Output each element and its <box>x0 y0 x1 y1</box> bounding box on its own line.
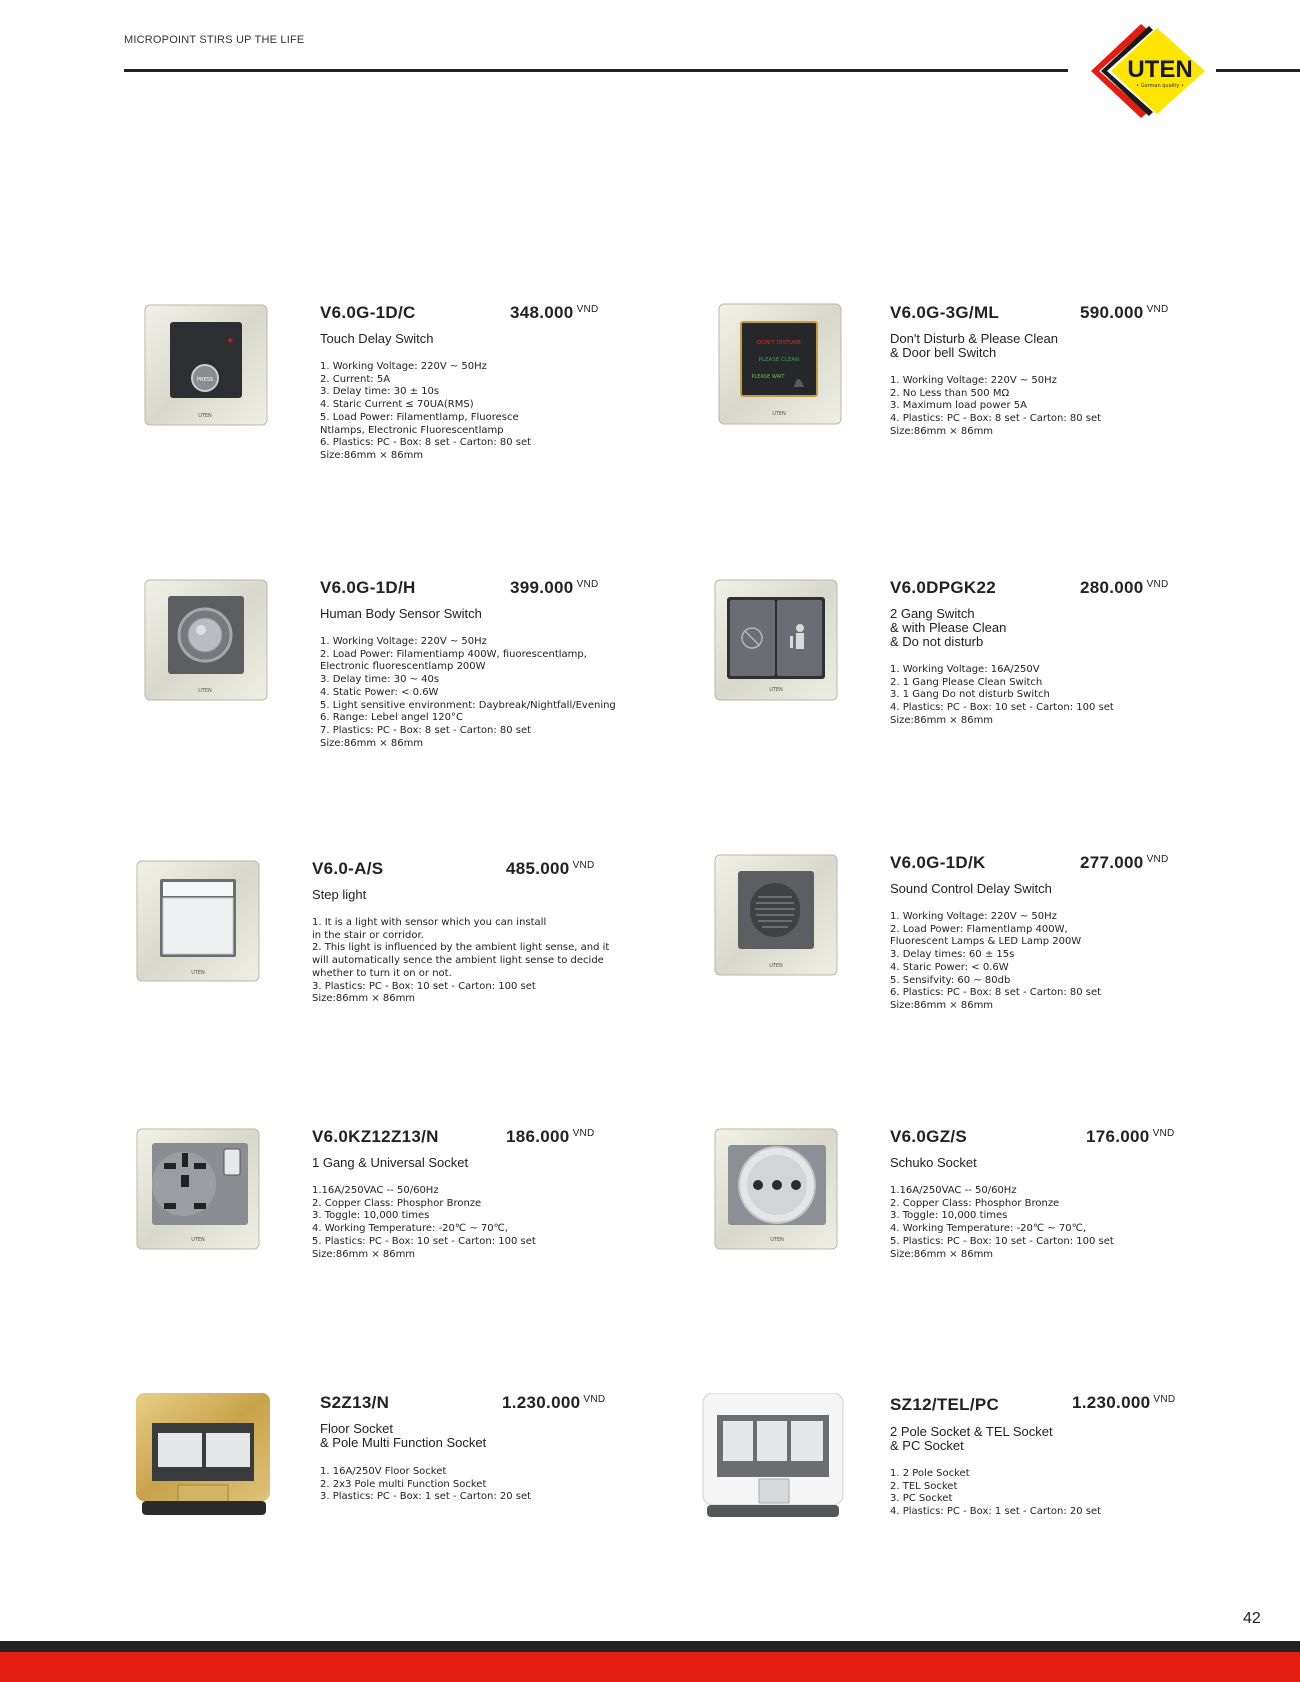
product-code: V6.0G-1D/H <box>320 578 416 597</box>
product-card <box>134 1393 694 1593</box>
product-name: Sound Control Delay Switch <box>890 881 1052 896</box>
product-specs: 1. Working Voltage: 220V ~ 50Hz 2. Load Power: Filamentiamp 400W, fiuorescentlamp, Electronic fluorescentlamp 200W 3. Delay time: 30 ~ 40s 4. Static Power: < 0.6W 5. Light sensitive environment: Daybreak/Nightfall/Evening 6. Range: Lebel angel 120°C 7. Plastics: PC - Box: 8 set - Carton: 80 set Size:86mm × 86mm <box>320 636 616 749</box>
gold-floor-socket-image <box>134 1393 274 1523</box>
press-label: PRESS <box>197 377 213 383</box>
universal-socket-image <box>136 1127 262 1253</box>
product-price: 280.000 $^{VND}$ <box>1080 578 1169 597</box>
product-specs: 1.16A/250VAC -- 50/60Hz 2. Copper Class: Phosphor Bronze 3. Toggle: 10,000 times 4. Working Temperature: -20℃ ~ 70℃, 5. Plastics: PC - Box: 10 set - Carton: 100 set Size:86mm × 86mm <box>312 1185 536 1260</box>
product-specs: 1. It is a light with sensor which you can install in the stair or corridor. 2. This light is influenced by the ambient light sense, and it will automatically sence the ambient light sense to decide whether to turn it on or not. 3. Plastics: PC - Box: 10 set - Carton: 100 set Size:86mm × 86mm <box>312 917 610 1005</box>
svg-text:PLEASE CLEAN: PLEASE CLEAN <box>758 357 800 363</box>
product-card <box>136 1127 696 1327</box>
product-code: V6.0G-3G/ML <box>890 303 1000 322</box>
logo-text: UTEN <box>1127 56 1193 83</box>
product-name: 1 Gang & Universal Socket <box>312 1155 469 1170</box>
svg-text:UTEN: UTEN <box>198 688 212 694</box>
svg-text:UTEN: UTEN <box>191 970 205 976</box>
product-name: Don't Disturb & Please Clean & Door bell Switch <box>890 331 1058 360</box>
svg-text:UTEN: UTEN <box>198 413 212 419</box>
product-name: 2 Pole Socket & TEL Socket & PC Socket <box>890 1424 1053 1453</box>
product-card <box>697 1393 1257 1593</box>
svg-text:UTEN: UTEN <box>770 1237 784 1243</box>
product-price: 485.000 $^{VND}$ <box>506 859 595 878</box>
product-card <box>144 578 704 778</box>
product-name: Schuko Socket <box>890 1155 977 1170</box>
header-rule <box>124 69 1068 72</box>
page-number: 42 <box>1243 1610 1261 1627</box>
two-gang-switch-image <box>714 578 840 704</box>
product-specs: 1. Working Voltage: 220V ~ 50Hz 2. No Less than 500 MΩ 3. Maximum load power 5A 4. Plastics: PC - Box: 8 set - Carton: 80 set Size:86mm × 86mm <box>890 375 1102 437</box>
do-not-disturb-switch-image <box>718 303 844 429</box>
product-code: V6.0G-1D/C <box>320 303 416 322</box>
svg-text:UTEN: UTEN <box>769 687 783 693</box>
product-name: Human Body Sensor Switch <box>320 606 482 621</box>
product-code: V6.0GZ/S <box>890 1127 968 1146</box>
svg-text:UTEN: UTEN <box>769 963 783 969</box>
product-card <box>714 578 1274 778</box>
product-price: 186.000 $^{VND}$ <box>506 1127 595 1146</box>
product-card <box>714 853 1274 1053</box>
touch-switch-image <box>144 304 270 430</box>
product-specs: 1. Working Voltage: 220V ~ 50Hz 2. Current: 5A 3. Delay time: 30 ± 10s 4. Staric Current ≤ 70UA(RMS) 5. Load Power: Filamentlamp, Fluoresce Ntlamps, Electronic Fluorescentlamp 6. Plastics: PC - Box: 8 set - Carton: 80 set Size:86mm × 86mm <box>320 361 532 461</box>
sound-sensor-switch-image <box>714 853 840 979</box>
svg-text:PLEASE WAIT: PLEASE WAIT <box>751 374 785 380</box>
product-name: Step light <box>312 887 367 902</box>
svg-text:DON'T DISTURB: DON'T DISTURB <box>757 340 801 346</box>
logo-subtext: • German quality • <box>1136 83 1184 89</box>
product-card <box>136 859 696 1059</box>
product-specs: 1.16A/250VAC -- 50/60Hz 2. Copper Class: Phosphor Bronze 3. Toggle: 10,000 times 4. Working Temperature: -20℃ ~ 70℃, 5. Plastics: PC - Box: 10 set - Carton: 100 set Size:86mm × 86mm <box>890 1185 1114 1260</box>
product-specs: 1. Working Voltage: 220V ~ 50Hz 2. Load Power: Flamentlamp 400W, Fluorescent Lamps & LED Lamp 200W 3. Delay times: 60 ± 15s 4. Staric Power: < 0.6W 5. Sensifvity: 60 ~ 80db 6. Plastics: PC - Box: 8 set - Carton: 80 set Size:86mm × 86mm <box>890 911 1102 1011</box>
product-specs: 1. Working Voltage: 16A/250V 2. 1 Gang Please Clean Switch 3. 1 Gang Do not disturb Switch 4. Plastics: PC - Box: 10 set - Carton: 100 set Size:86mm × 86mm <box>890 664 1114 726</box>
product-price: 399.000 $^{VND}$ <box>510 578 599 597</box>
product-code: V6.0DPGK22 <box>890 578 996 597</box>
product-price: 176.000 $^{VND}$ <box>1086 1127 1175 1146</box>
product-price: 277.000 $^{VND}$ <box>1080 853 1169 872</box>
svg-text:UTEN: UTEN <box>772 411 786 417</box>
product-specs: 1. 2 Pole Socket 2. TEL Socket 3. PC Socket 4. Plastics: PC - Box: 1 set - Carton: 20 set <box>890 1468 1102 1518</box>
footer-band-dark <box>0 1641 1300 1652</box>
product-price: 590.000 $^{VND}$ <box>1080 303 1169 322</box>
product-name: Floor Socket & Pole Multi Function Socket <box>320 1421 487 1450</box>
product-name: 2 Gang Switch & with Please Clean & Do not disturb <box>890 606 1007 649</box>
header-tagline: MICROPOINT STIRS UP THE LIFE <box>124 34 305 46</box>
motion-sensor-switch-image <box>144 578 270 704</box>
product-code: V6.0-A/S <box>312 859 384 878</box>
product-price: 348.000 $^{VND}$ <box>510 303 599 322</box>
product-price: 1.230.000 $^{VND}$ <box>502 1393 606 1412</box>
step-light-image <box>136 859 262 985</box>
header-rule <box>1216 69 1300 72</box>
svg-text:UTEN: UTEN <box>191 1237 205 1243</box>
product-card <box>718 303 1278 503</box>
product-code: S2Z13/N <box>320 1393 390 1412</box>
product-price: 1.230.000 $^{VND}$ <box>1072 1393 1176 1412</box>
product-specs: 1. 16A/250V Floor Socket 2. 2x3 Pole multi Function Socket 3. Plastics: PC - Box: 1 set - Carton: 20 set <box>320 1466 532 1503</box>
product-code: SZ12/TEL/PC <box>890 1395 1000 1414</box>
schuko-socket-image <box>714 1127 840 1253</box>
uten-logo <box>1083 20 1209 122</box>
svg-text:✦: ✦ <box>226 336 235 347</box>
white-floor-socket-image <box>697 1393 847 1525</box>
product-name: Touch Delay Switch <box>320 331 434 346</box>
footer-band-red <box>0 1652 1300 1682</box>
product-card <box>714 1127 1274 1327</box>
product-code: V6.0G-1D/K <box>890 853 986 872</box>
product-card <box>144 303 704 503</box>
product-code: V6.0KZ12Z13/N <box>312 1127 439 1146</box>
